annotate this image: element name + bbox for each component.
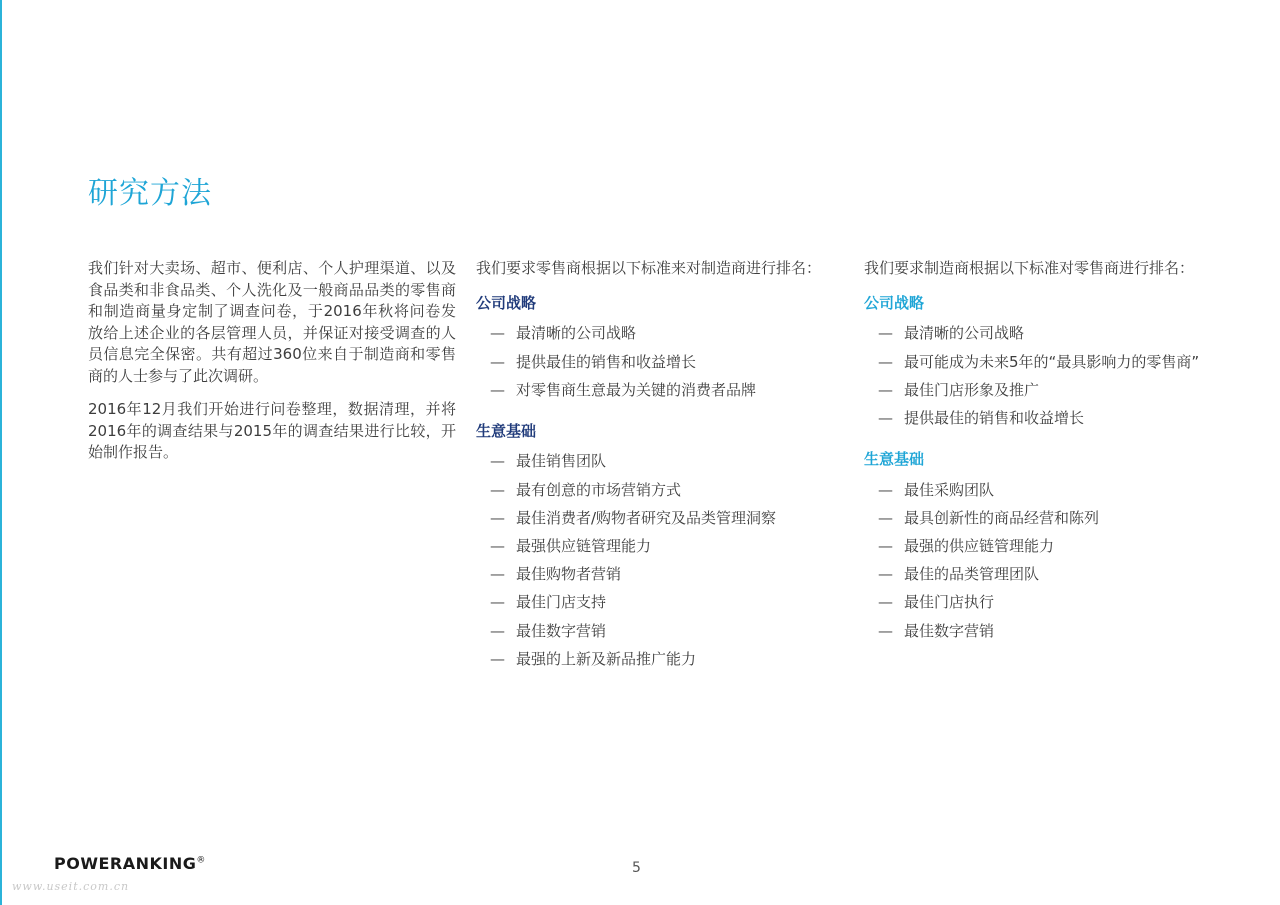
retailer-criteria-column [864,258,1224,661]
dash-bullet: — [878,565,893,584]
manufacturer-criteria-column [476,258,846,690]
list-item [864,476,1224,504]
dash-bullet: — [490,565,505,584]
column-intro: 我们要求零售商根据以下标准来对制造商进行排名： [476,259,822,277]
dash-bullet: — [490,508,505,527]
list-item [476,504,846,532]
list-item-label: 最具创新性的商品经营和陈列 [904,508,1100,527]
list-item-label: 最佳门店支持 [516,593,607,612]
dash-bullet: — [490,380,505,399]
dash-bullet: — [490,621,505,640]
list-item [476,376,846,404]
list-item [864,533,1224,561]
dash-bullet: — [878,352,893,371]
criteria-list [476,320,846,405]
list-item-label: 最佳销售团队 [516,452,607,471]
dash-bullet: — [878,508,893,527]
list-item [864,561,1224,589]
list-item [864,405,1224,433]
column-intro: 我们要求制造商根据以下标准对零售商进行排名： [864,259,1195,277]
criteria-list [476,448,846,674]
list-item-label: 最佳采购团队 [904,480,995,499]
paragraph: 2016年12月我们开始进行问卷整理，数据清理，并将2016年的调查结果与2015年的调查结果进行比较，开始制作报告。 [88,400,456,461]
watermark: www.useit.com.cn [12,880,130,893]
list-item [864,589,1224,617]
dash-bullet: — [878,480,893,499]
registered-mark: ® [196,855,206,866]
list-item [476,533,846,561]
dash-bullet: — [878,324,893,343]
list-item [476,617,846,645]
dash-bullet: — [878,621,893,640]
dash-bullet: — [490,324,505,343]
logo-text: POWERANKING [54,854,197,873]
dash-bullet: — [490,480,505,499]
page-number: 5 [632,860,641,876]
list-item-label: 最佳数字营销 [516,621,607,640]
section-title-fundamentals: 生意基础 [476,421,537,440]
list-item-label: 最可能成为未来5年的“最具影响力的零售商” [904,352,1200,371]
list-item [476,320,846,348]
list-item [476,348,846,376]
dash-bullet: — [490,352,505,371]
section-title-strategy: 公司战略 [864,293,925,312]
list-item-label: 最有创意的市场营销方式 [516,480,682,499]
list-item [864,617,1224,645]
list-item-label: 最佳购物者营销 [516,565,622,584]
list-item-label: 提供最佳的销售和收益增长 [904,408,1085,427]
left-accent-rule [0,0,2,905]
dash-bullet: — [490,593,505,612]
dash-bullet: — [878,380,893,399]
dash-bullet: — [878,408,893,427]
list-item [864,320,1224,348]
criteria-list [864,476,1224,645]
list-item-label: 最强的上新及新品推广能力 [516,649,697,668]
list-item [476,476,846,504]
list-item-label: 最佳的品类管理团队 [904,565,1040,584]
list-item-label: 最佳门店形象及推广 [904,380,1040,399]
dash-bullet: — [490,649,505,668]
section-title-strategy: 公司战略 [476,293,537,312]
dash-bullet: — [878,536,893,555]
methodology-description [88,258,456,476]
dash-bullet: — [878,593,893,612]
list-item [476,561,846,589]
page-title: 研究方法 [88,176,212,211]
list-item-label: 最佳数字营销 [904,621,995,640]
section-title-fundamentals: 生意基础 [864,449,925,468]
list-item-label: 最清晰的公司战略 [904,324,1025,343]
list-item [476,645,846,673]
poweranking-logo [54,854,206,873]
list-item [864,504,1224,532]
dash-bullet: — [490,452,505,471]
list-item-label: 最佳门店执行 [904,593,995,612]
dash-bullet: — [490,536,505,555]
list-item-label: 最佳消费者/购物者研究及品类管理洞察 [516,508,777,527]
list-item-label: 对零售商生意最为关键的消费者品牌 [516,380,757,399]
list-item-label: 最强的供应链管理能力 [904,536,1055,555]
list-item-label: 最强供应链管理能力 [516,536,652,555]
list-item [476,589,846,617]
criteria-list [864,320,1224,433]
list-item [476,448,846,476]
list-item-label: 提供最佳的销售和收益增长 [516,352,697,371]
list-item-label: 最清晰的公司战略 [516,324,637,343]
paragraph: 我们针对大卖场、超市、便利店、个人护理渠道、以及食品类和非食品类、个人洗化及一般商品品类的零售商和制造商量身定制了调查问卷，于2016年秋将问卷发放给上述企业的各层管理人员，并保证对接受调查的人员信息完全保密。共有超过360位来自于制造商和零售商的人士参与了此次调研。 [88,259,456,385]
list-item [864,348,1224,376]
list-item [864,376,1224,404]
